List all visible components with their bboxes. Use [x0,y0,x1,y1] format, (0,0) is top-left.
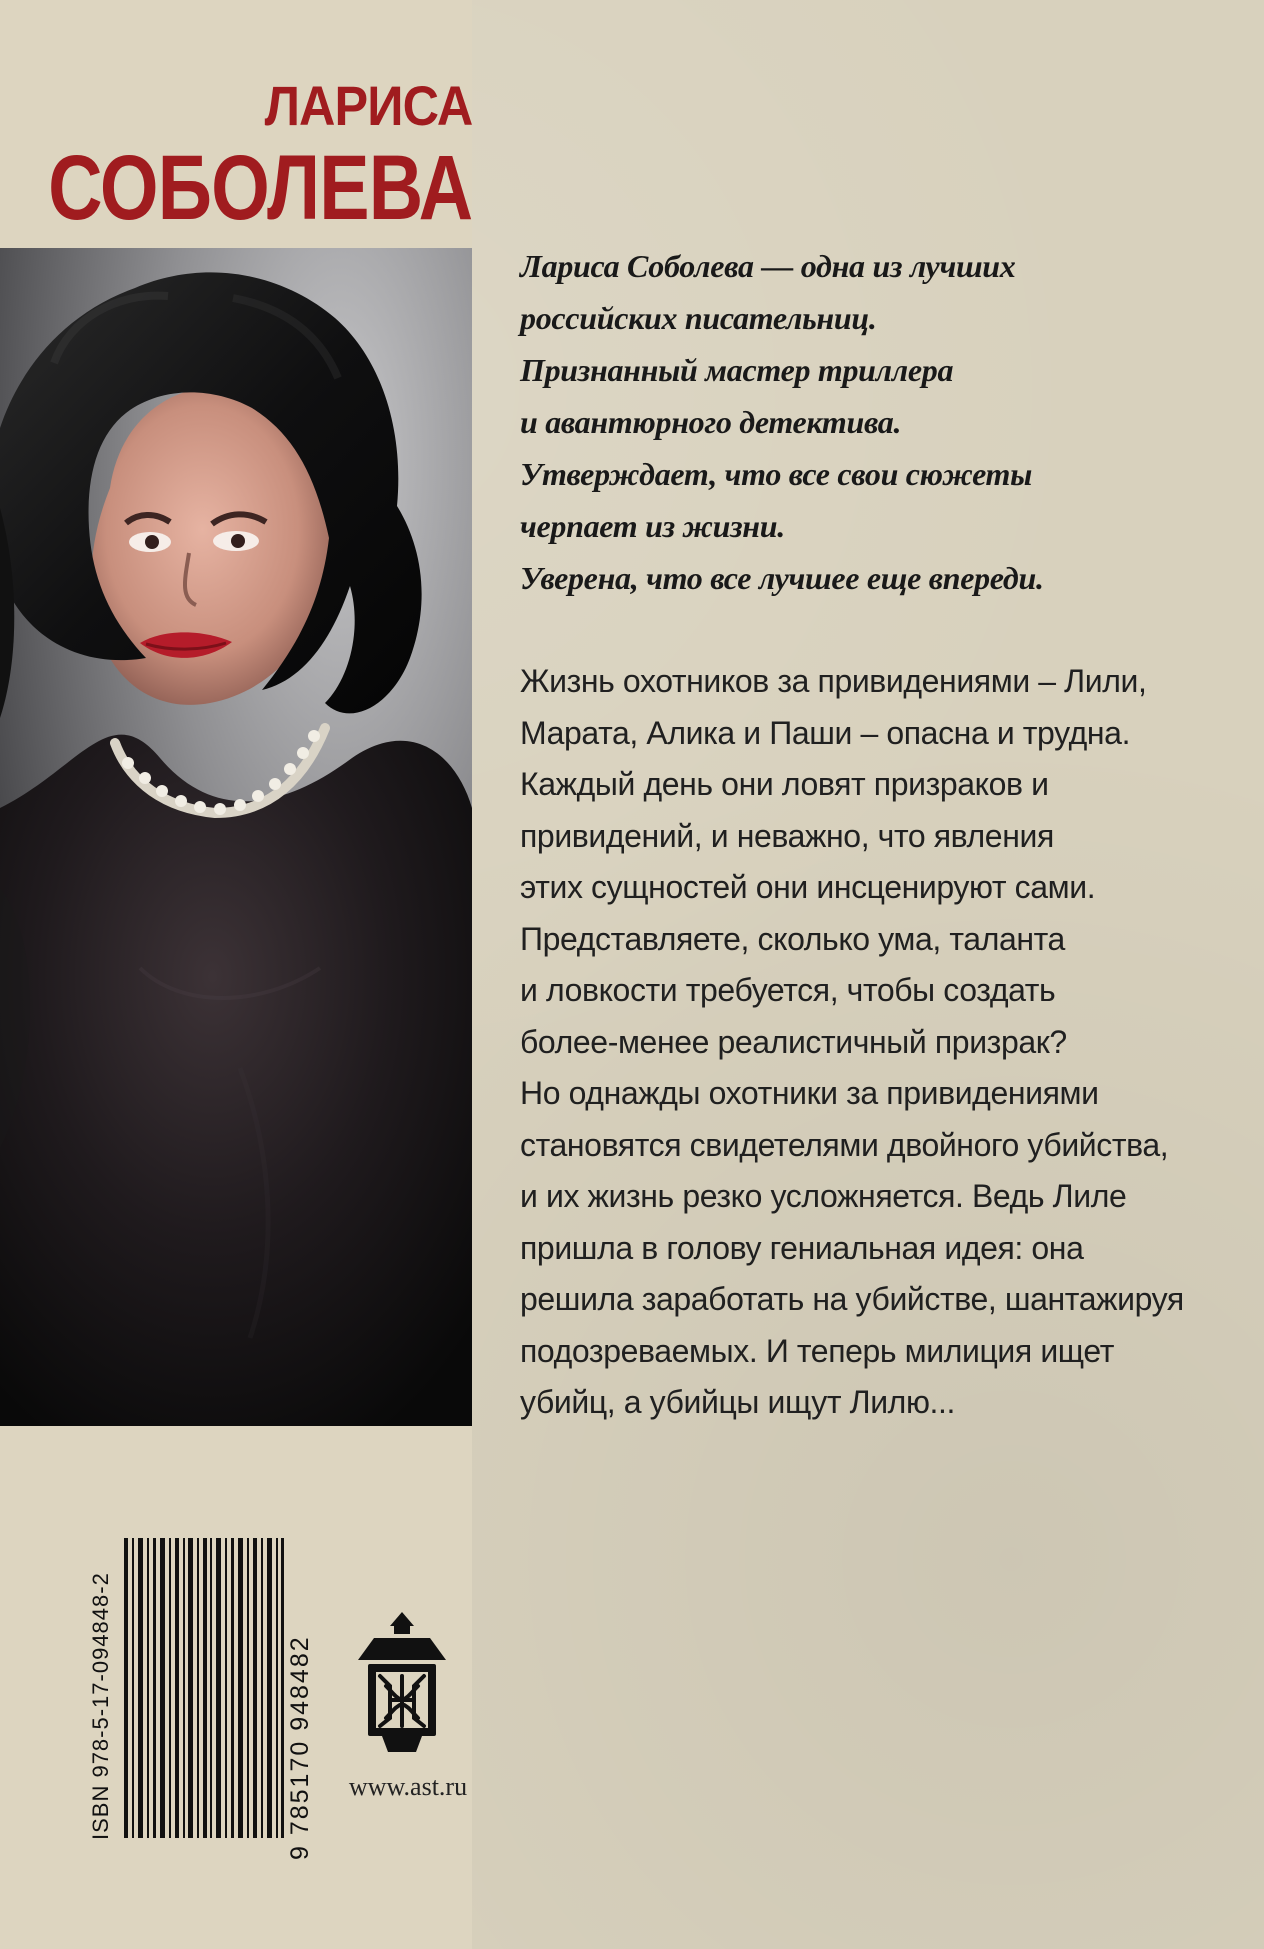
author-name [0,74,472,239]
description-line: убийц, а убийцы ищут Лилю... [520,1384,956,1420]
description-line: привидений, и неважно, что явления [520,817,1054,854]
barcode-icon [124,1538,284,1838]
description-line: решила заработать на убийстве, шантажируя [520,1281,1184,1317]
quote-line: черпает из жизни. [520,508,785,544]
description-line: и ловкости требуется, чтобы создать [520,972,1056,1008]
description-line: пришла в голову гениальная идея: она [520,1229,1084,1266]
author-quote [520,240,1140,604]
description-line: подозреваемых. И теперь милиция ищет [520,1332,1114,1369]
description-line: более-менее реалистичный призрак? [520,1023,1067,1060]
quote-line: российских писательниц. [520,300,877,336]
book-description [520,656,1184,1429]
description-line: становятся свидетелями двойного убийства, [520,1126,1169,1163]
author-first-name: ЛАРИСА [264,74,472,137]
publisher-website: www.ast.ru [348,1772,468,1801]
description-line: этих сущностей они инсценируют сами. [520,869,1096,905]
author-last-name: СОБОЛЕВА [47,137,472,239]
author-portrait [0,248,472,1426]
isbn-text: ISBN 978-5-17-094848-2 [88,1572,113,1840]
quote-line: Утверждает, что все свои сюжеты [520,456,1033,492]
description-line: Марата, Алика и Паши – опасна и трудна. [520,714,1131,751]
description-line: и их жизнь резко усложняется. Ведь Лиле [520,1178,1127,1214]
author-portrait-icon [0,248,472,1426]
barcode-digits: 9 785170 948482 [286,1635,314,1860]
quote-line: и авантюрного детектива. [520,404,902,440]
description-line: Но однажды охотники за привидениями [520,1075,1099,1111]
publisher-lantern-logo-icon [356,1608,448,1758]
quote-line: Уверена, что все лучшее еще впереди. [520,560,1044,596]
description-line: Жизнь охотников за привидениями – Лили, [520,663,1147,699]
description-line: Представляете, сколько ума, таланта [520,920,1065,957]
quote-line: Признанный мастер триллера [520,352,954,388]
description-line: Каждый день они ловят призраков и [520,766,1049,802]
quote-line: Лариса Соболева — одна из лучших [520,248,1016,284]
